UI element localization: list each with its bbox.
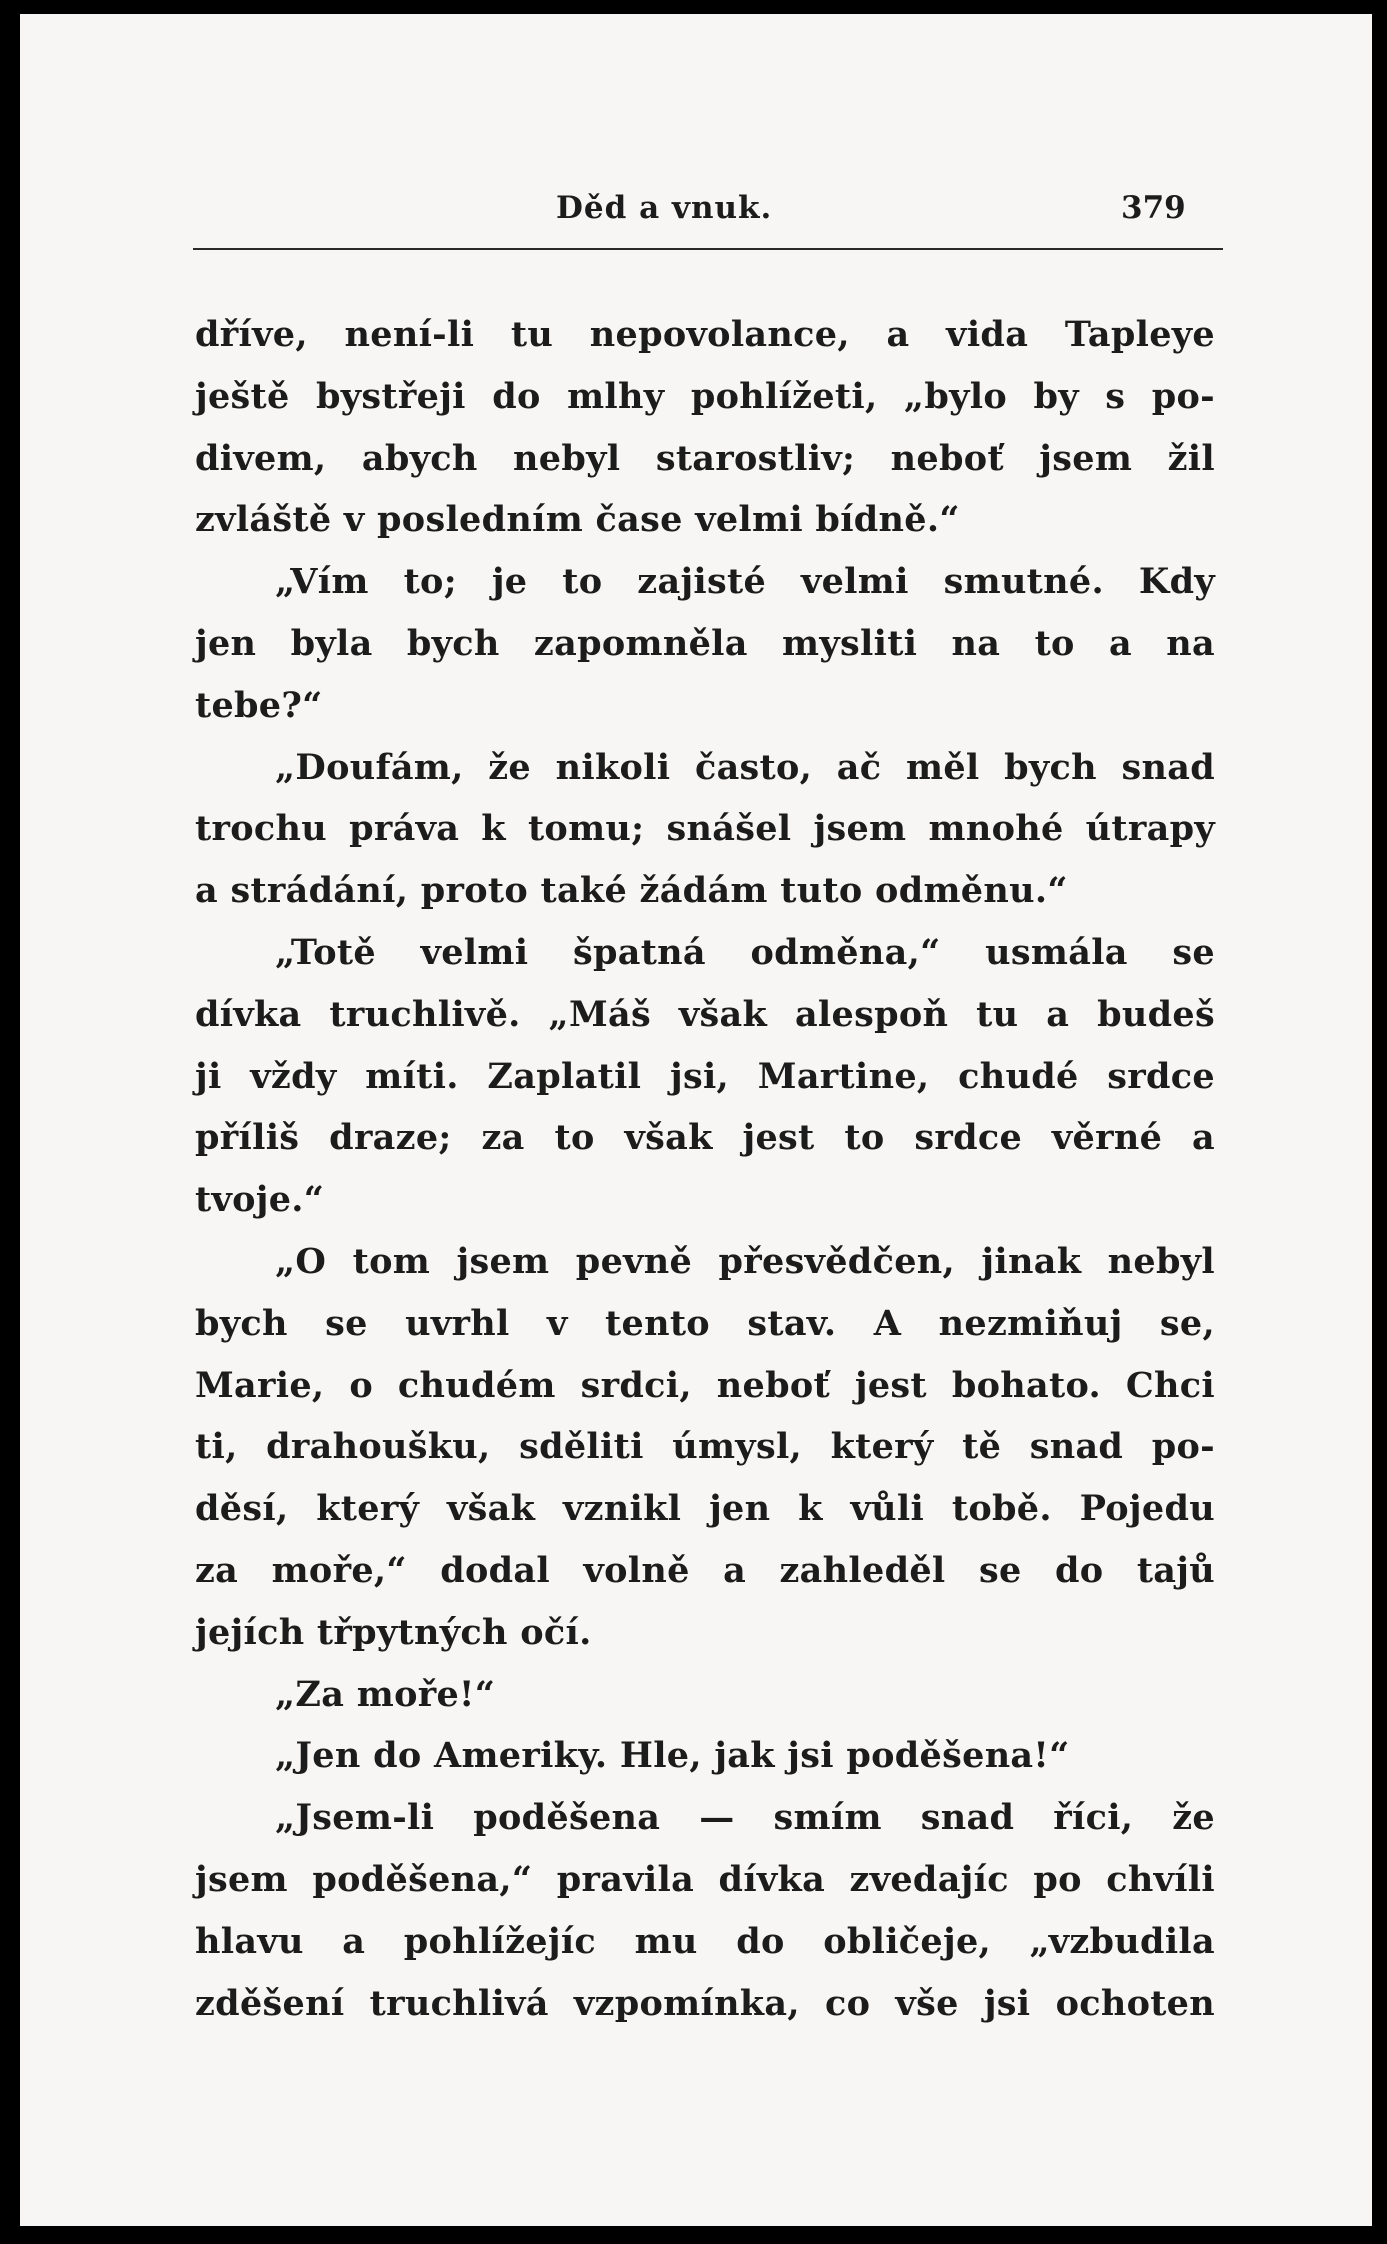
text-line: „Jen do Ameriky. Hle, jak jsi poděšena!“ — [275, 1735, 1070, 1777]
text-line: zděšení truchlivá vzpomínka, co vše jsi ochoten — [195, 1982, 1215, 2024]
text-line: dívka truchlivě. „Máš však alespoň tu a budeš — [195, 993, 1215, 1035]
text-line: bych se uvrhl v tento stav. A nezmiňuj se, — [195, 1302, 1215, 1344]
text-line: hlavu a pohlížejíc mu do obličeje, „vzbudila — [195, 1920, 1215, 1962]
text-line: příliš draze; za to však jest to srdce věrné a — [195, 1117, 1215, 1159]
body-text — [195, 304, 1215, 2034]
text-line: tebe?“ — [195, 684, 323, 726]
page-number: 379 — [1121, 190, 1186, 226]
text-line: Marie, o chudém srdci, neboť jest bohato. Chci — [195, 1364, 1215, 1406]
text-line: dříve, není-li tu nepovolance, a vida Tapleye — [195, 314, 1215, 355]
text-line: jejích třpytných očí. — [195, 1611, 592, 1653]
text-line: „Doufám, že nikoli často, ač měl bych snad — [275, 746, 1215, 788]
text-line: divem, abych nebyl starostliv; neboť jsem žil — [195, 437, 1215, 479]
text-line: za moře,“ dodal volně a zahleděl se do tajů — [195, 1549, 1215, 1591]
text-line: „Jsem-li poděšena — smím snad říci, že — [275, 1797, 1215, 1839]
text-line: „Za moře!“ — [275, 1673, 496, 1715]
text-line: ti, drahoušku, sděliti úmysl, který tě snad po- — [195, 1426, 1215, 1468]
header-rule — [193, 248, 1223, 250]
text-line: jsem poděšena,“ pravila dívka zvedajíc po chvíli — [195, 1858, 1215, 1900]
text-line: a strádání, proto také žádám tuto odměnu.“ — [195, 870, 1068, 912]
text-line: trochu práva k tomu; snášel jsem mnohé útrapy — [195, 808, 1215, 850]
book-page — [20, 14, 1372, 2226]
text-line: „O tom jsem pevně přesvědčen, jinak nebyl — [275, 1240, 1215, 1282]
text-line: „Totě velmi špatná odměna,“ usmála se — [275, 931, 1215, 973]
text-line: ještě bystřeji do mlhy pohlížeti, „bylo by s po- — [195, 375, 1215, 417]
running-title: Děd a vnuk. — [556, 190, 773, 226]
text-line: ji vždy míti. Zaplatil jsi, Martine, chudé srdce — [195, 1055, 1215, 1097]
text-line: „Vím to; je to zajisté velmi smutné. Kdy — [275, 561, 1215, 603]
text-line: děsí, který však vznikl jen k vůli tobě. Pojedu — [195, 1488, 1215, 1530]
page-header — [20, 176, 1372, 236]
text-line: jen byla bych zapomněla mysliti na to a na — [195, 622, 1215, 664]
text-line: zvláště v posledním čase velmi bídně.“ — [195, 499, 960, 541]
text-line: tvoje.“ — [195, 1179, 325, 1221]
